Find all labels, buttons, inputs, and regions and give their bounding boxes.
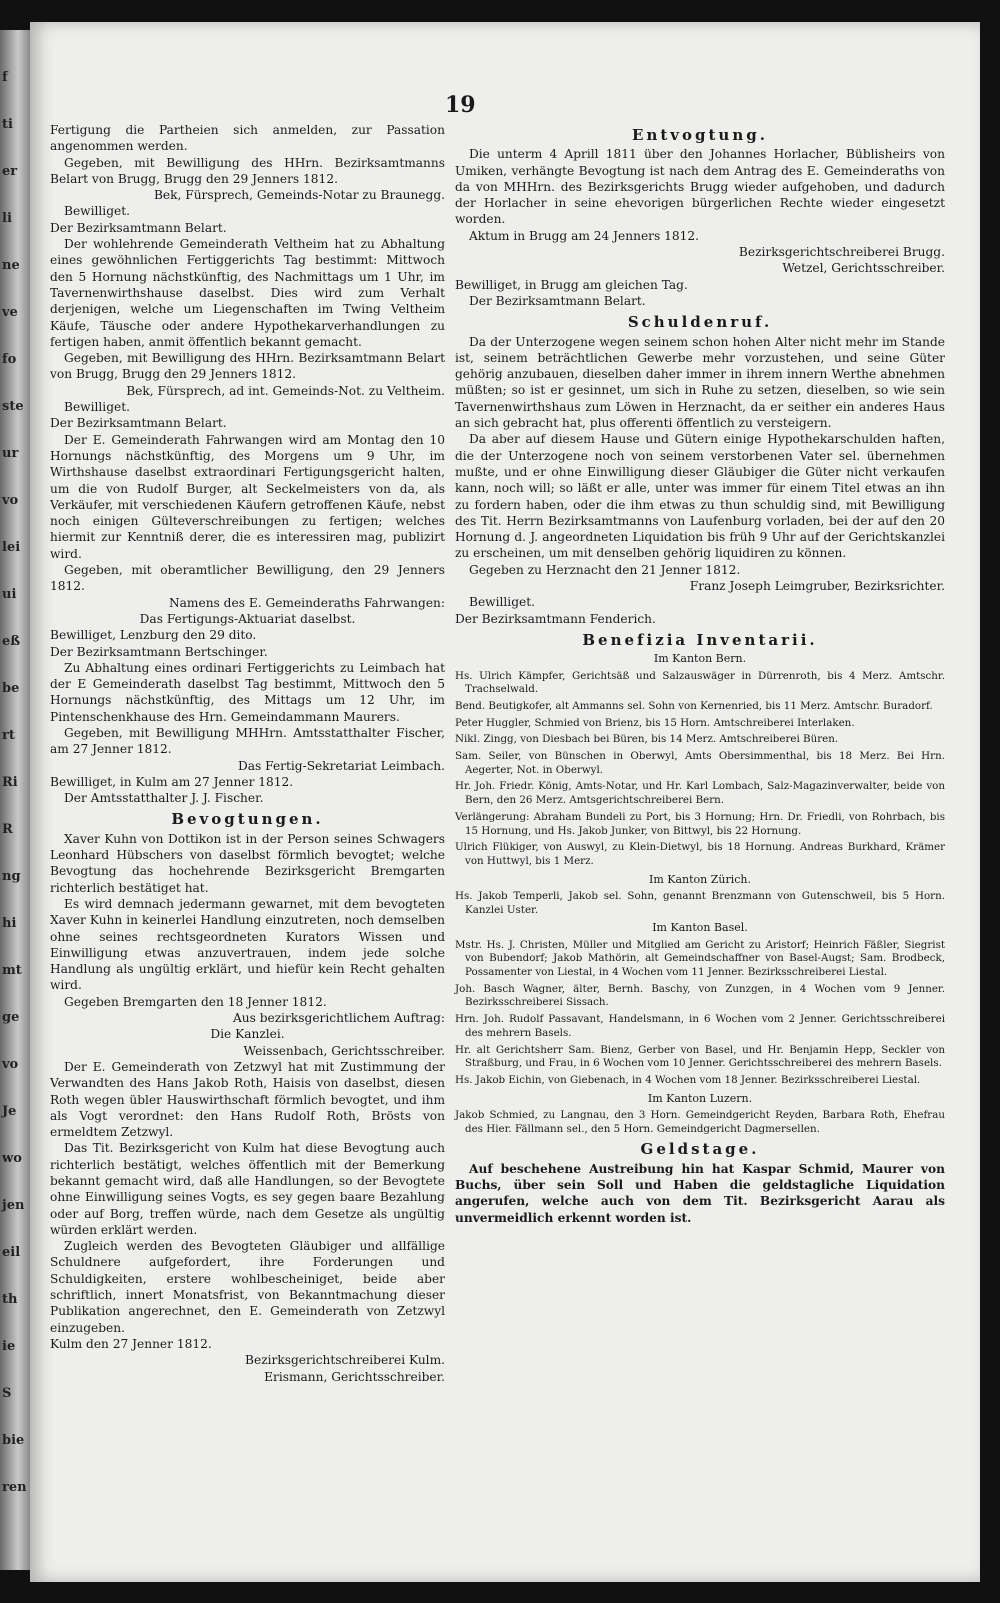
previous-page-fragment: wo [2,1151,22,1166]
section-heading: Benefizia Inventarii. [582,630,818,649]
text-line: Fertigung die Partheien sich anmelden, zur Passation angenommen werden. [50,123,445,154]
text-line: Bezirksgerichtschreiberei Brugg. [738,245,945,260]
newspaper-page [30,22,980,1582]
text-line: Die unterm 4 Aprill 1811 über den Johannes Horlacher, Büblisheirs von Umiken, verhängte Bevogtung ist nach dem Antrag des E. Gemeinderaths von da von MHHrn. des Bezirksgerichts Brugg wieder aufgehoben, und dadurch der Horlacher in seine ehevorigen bürgerlichen Rechte wieder eingesetzt worden. [455,147,945,227]
page-number: 19 [445,92,476,118]
text-line: Bewilliget. [469,595,535,610]
previous-page-fragment: ren [2,1480,27,1495]
text-line: Bek, Fürsprech, Gemeinds-Notar zu Braunegg. [153,188,445,203]
list-entry: Jakob Schmied, zu Langnau, den 3 Horn. Gemeindgericht Reyden, Barbara Roth, Ehefrau des Hier. Fällmann sel., den 5 Horn. Gemeindgericht Dagmersellen. [455,1108,945,1135]
list-entry: Joh. Basch Wagner, älter, Bernh. Baschy, von Zunzgen, in 4 Wochen vom 9 Jenner. Bezirksschreiberei Sissach. [455,982,945,1009]
text-line: Gegeben zu Herznacht den 21 Jenner 1812. [469,562,741,577]
right-column [455,122,945,1226]
previous-page-fragment: ge [2,1010,20,1025]
list-entry: Hr. Joh. Friedr. König, Amts-Notar, und Hr. Karl Lombach, Salz-Magazinverwalter, beide von Bern, den 26 Merz. Amtsgerichtschreiberei Bern. [455,780,945,807]
text-line: Da der Unterzogene wegen seinem schon hohen Alter nicht mehr im Stande ist, seinem beträchtlichen Gewerbe mehr vorzustehen, und seine Güter gehörig anzubauen, dieselben daher immer in ihrem innern Werthe abnehmen müßten; so ist er gesinnet, um sich in Ruhe zu setzen, dieselben, so wie sein Tavernenwirthshaus zum Löwen in Herznacht, da er seither ein anderes Haus an sich gebracht hat, plus offerenti öffentlich zu versteigern. [455,334,945,431]
text-line: Der Bezirksamtmann Belart. [50,220,227,235]
text-line: Der Bezirksamtmann Belart. [50,416,227,431]
section-heading: Bevogtungen. [171,810,324,829]
previous-page-fragment: ti [2,117,13,132]
subheading: Im Kanton Bern. [653,652,747,666]
previous-page-fragment: Je [2,1104,17,1119]
text-line: Der Bezirksamtmann Fenderich. [455,611,656,626]
list-entry: Hr. alt Gerichtsherr Sam. Bienz, Gerber von Basel, und Hr. Benjamin Hepp, Seckler von Straßburg, und Frau, in 6 Wochen vom 10 Jenner. Gerichtsschreiberei des mehrern Basels. [455,1043,945,1070]
section-heading: Geldstage. [640,1140,760,1159]
previous-page-fragment: S [2,1386,12,1401]
previous-page-fragment: th [2,1292,18,1307]
text-line: Gegeben Bremgarten den 18 Jenner 1812. [64,994,327,1009]
previous-page-fragment: jen [2,1198,25,1213]
list-entry: Mstr. Hs. J. Christen, Müller und Mitglied am Gericht zu Aristorf; Heinrich Fäßler, Siegrist von Bubendorf; Jakob Mathörin, alt Gemeindschaffner von Basel-Augst; Sam. Brodbeck, Possamenter von Liestal, in 4 Wochen vom 11 Jenner. Bezirksschreiberei Liestal. [455,938,945,979]
text-line: Bewilliget, in Kulm am 27 Jenner 1812. [50,774,294,789]
text-line: Die Kanzlei. [210,1027,285,1042]
previous-page-fragment: er [2,164,18,179]
text-line: Bewilliget. [64,204,130,219]
previous-page-fragment: vo [2,493,19,508]
text-line: Es wird demnach jedermann gewarnet, mit dem bevogteten Xaver Kuhn in keinerlei Handlung einzutreten, noch demselben ohne seines rechtsgeordneten Kurators Wissen und Einwilligung etwas anzuvertrauen, indem jede solche Handlung als ungültig erklärt, und hiefür kein Recht gehalten wird. [50,896,445,993]
text-line: Bek, Fürsprech, ad int. Gemeinds-Not. zu Veltheim. [126,383,445,398]
list-entry: Verlängerung: Abraham Bundeli zu Port, bis 3 Hornung; Hrn. Dr. Friedli, von Rohrbach, bis 15 Hornung, und Hs. Jakob Junker, von Bittwyl, bis 22 Hornung. [455,810,945,837]
list-entry: Sam. Seiler, von Bünschen in Oberwyl, Amts Obersimmenthal, bis 18 Merz. Bei Hrn. Aegerter, Not. in Oberwyl. [455,750,945,776]
list-entry: Ulrich Flükiger, von Auswyl, zu Klein-Dietwyl, bis 18 Hornung. Andreas Burkhard, Krämer von Huttwyl, bis 1 Merz. [455,841,945,867]
previous-page-fragment: ste [2,399,24,414]
subheading: Im Kanton Luzern. [647,1091,753,1105]
left-column [50,122,445,1385]
previous-page-fragment: ve [2,305,18,320]
section-heading: Entvogtung. [632,126,768,144]
previous-page-fragment: vo [2,1057,19,1072]
text-line: Erismann, Gerichtsschreiber. [264,1369,445,1384]
text-line: Bewilliget. [64,400,130,415]
text-line: Das Tit. Bezirksgericht von Kulm hat diese Bevogtung auch richterlich bestätigt, welches öffentlich mit der Bemerkung bekannt gemacht wird, daß alle Handlungen, so der Bevogtete ohne Einwilligung seines Vogts, es sey gegen baare Bezahlung oder auf Borg, treffen würde, nach dem Gesetze als ungültig würden erklärt werden. [50,1141,445,1237]
previous-page-fragment: ne [2,258,20,273]
list-entry: Peter Huggler, Schmied von Brienz, bis 15 Horn. Amtschreiberei Interlaken. [455,716,855,729]
text-line: Das Fertigungs-Aktuariat daselbst. [139,611,356,626]
text-line: Der Amtsstatthalter J. J. Fischer. [64,791,264,806]
text-line: Der E. Gemeinderath Fahrwangen wird am Montag den 10 Hornungs nächstkünftig, des Morgens um 9 Uhr, im Wirthshause daselbst extraordinari Fertigungsgericht halten, um die von Rudolf Burger, alt Seckelmeisters von da, als Verkäufer, mit verschiedenen Käufern getroffenen Käufe, nebst noch einigen Gülteverschreibungen zu fertigen; welches hiermit zur Kenntniß derer, die es interessiren mag, publizirt wird. [50,432,445,561]
previous-page-fragment: be [2,681,20,696]
previous-page-fragment: lei [2,540,21,555]
text-line: Da aber auf diesem Hause und Gütern einige Hypothekarschulden haften, die der Unterzogene noch von seinem verstorbenen Vater sel. übernehmen mußte, und er ohne Einwilligung dieser Gläubiger die Güter nicht verkaufen kann, noch will; so läßt er alle, unter was immer für einem Titel etwas an ihn zu fordern haben, oder die ihm etwas zu thun schuldig sind, mit Bewilligung des Tit. Herrn Bezirksamtmanns von Laufenburg vorladen, bei der auf den 20 Hornung d. J. angeordneten Liquidation bis früh 9 Uhr auf der Gerichtskanzlei zu erscheinen, um mit denselben gehörig liquidiren zu können. [455,432,945,561]
list-entry: Hs. Jakob Eichin, von Giebenach, in 4 Wochen vom 18 Jenner. Bezirksschreiberei Liestal. [455,1073,921,1086]
previous-page-fragment: ie [2,1339,16,1354]
text-line: Auf beschehene Austreibung hin hat Kaspar Schmid, Maurer von Buchs, über sein Soll und Haben die geldstagliche Liquidation angerufen, welche auch von dem Tit. Bezirksgericht Aarau als unvermeidlich erkennt worden ist. [455,1161,945,1225]
text-line: Aus bezirksgerichtlichem Auftrag: [232,1011,445,1026]
text-line: Gegeben, mit Bewilligung des HHrn. Bezirksamtmann Belart von Brugg, Brugg den 29 Jenners 1812. [50,351,445,382]
list-entry: Nikl. Zingg, von Diesbach bei Büren, bis 14 Merz. Amtschreiberei Büren. [455,733,839,746]
previous-page-fragment: li [2,211,12,226]
previous-page-fragment: f [2,70,8,85]
previous-page-fragment: Ri [2,775,18,790]
text-line: Franz Joseph Leimgruber, Bezirksrichter. [689,579,945,594]
previous-page-fragment: fo [2,352,17,367]
list-entry: Hs. Ulrich Kämpfer, Gerichtsäß und Salzauswäger in Dürrenroth, bis 4 Merz. Amtschr. Trachselwald. [455,669,945,696]
text-line: Bewilliget, Lenzburg den 29 dito. [50,628,257,643]
text-line: Gegeben, mit Bewilligung des HHrn. Bezirksamtmanns Belart von Brugg, Brugg den 29 Jenners 1812. [50,155,445,186]
previous-page-fragment: hi [2,916,17,931]
text-line: Gegeben, mit oberamtlicher Bewilligung, den 29 Jenners 1812. [50,563,445,594]
text-line: Zu Abhaltung eines ordinari Fertiggerichts zu Leimbach hat der E Gemeinderath daselbst Tag bestimmt, Mittwoch den 5 Hornungs nächstkünftig, des Mittags um 12 Uhr, im Pintenschenkhause des Hrn. Gemeindammann Maurers. [50,660,445,724]
previous-page-edge [0,30,30,1570]
text-line: Aktum in Brugg am 24 Jenners 1812. [469,228,700,243]
previous-page-fragment: ur [2,446,19,461]
text-line: Bewilliget, in Brugg am gleichen Tag. [455,277,688,292]
text-line: Wetzel, Gerichtsschreiber. [782,261,945,276]
previous-page-fragment: ng [2,869,21,884]
section-heading: Schuldenruf. [627,313,773,332]
list-entry: Bend. Beutigkofer, alt Ammanns sel. Sohn von Kernenried, bis 11 Merz. Amtschr. Buradorf. [455,699,933,712]
list-entry: Hs. Jakob Temperli, Jakob sel. Sohn, genannt Brenzmann von Gutenschweil, bis 5 Horn. Kanzlei Uster. [455,889,945,916]
text-line: Zugleich werden des Bevogteten Gläubiger und allfällige Schuldnere aufgefordert, ihre Forderungen und Schuldigkeiten, erstere wohlbescheiniget, beide aber schriftlich, innert Monatsfrist, von Bekanntmachung dieser Publikation angerechnet, den E. Gemeinderath von Zetzwyl einzugeben. [50,1239,445,1335]
previous-page-fragment: rt [2,728,15,743]
text-line: Der E. Gemeinderath von Zetzwyl hat mit Zustimmung der Verwandten des Hans Jakob Roth, Haisis von daselbst, diesen Roth wegen übler Hauswirthschaft förmlich bevogtet, und ihm als Vogt verordnet: den Hans Rudolf Roth, Brösts von ermeldtem Zetzwyl. [50,1059,445,1140]
text-line: Der wohlehrende Gemeinderath Veltheim hat zu Abhaltung eines gewöhnlichen Fertiggerichts Tag bestimmt: Mittwoch den 5 Hornung nächstkünftig, des Nachmittags um 1 Uhr, im Tavernenwirthshause daselbst. Dies wird zum Verhalt derjenigen, welche um Liegenschaften im Twing Veltheim Käufe, Täusche oder andere Hypothekarverhandlungen zu fertigen haben, anmit öffentlich bekannt gemacht. [50,237,445,349]
text-line: Das Fertig-Sekretariat Leimbach. [238,758,445,773]
text-line: Bezirksgerichtschreiberei Kulm. [245,1353,445,1368]
subheading: Im Kanton Basel. [652,921,748,935]
subheading: Im Kanton Zürich. [648,872,751,886]
previous-page-fragment: mt [2,963,22,978]
text-line: Xaver Kuhn von Dottikon ist in der Person seines Schwagers Leonhard Hübschers von daselbst förmlich bevogtet; welche Bevogtung das hochehrende Bezirksgericht Bremgarten richterlich bestätiget hat. [50,831,445,895]
text-line: Weissenbach, Gerichtsschreiber. [243,1043,445,1058]
text-line: Namens des E. Gemeinderaths Fahrwangen: [169,595,445,610]
list-entry: Hrn. Joh. Rudolf Passavant, Handelsmann, in 6 Wochen vom 2 Jenner. Gerichtsschreiberei des mehrern Basels. [455,1013,945,1039]
text-line: Kulm den 27 Jenner 1812. [50,1336,212,1351]
previous-page-fragment: bie [2,1433,25,1448]
text-line: Der Bezirksamtmann Belart. [469,293,646,308]
previous-page-fragment: eß [2,634,21,649]
previous-page-fragment: R [2,822,13,837]
text-line: Der Bezirksamtmann Bertschinger. [50,644,268,659]
previous-page-fragment: eil [2,1245,21,1260]
previous-page-fragment: ui [2,587,17,602]
text-line: Gegeben, mit Bewilligung MHHrn. Amtsstatthalter Fischer, am 27 Jenner 1812. [50,725,445,757]
